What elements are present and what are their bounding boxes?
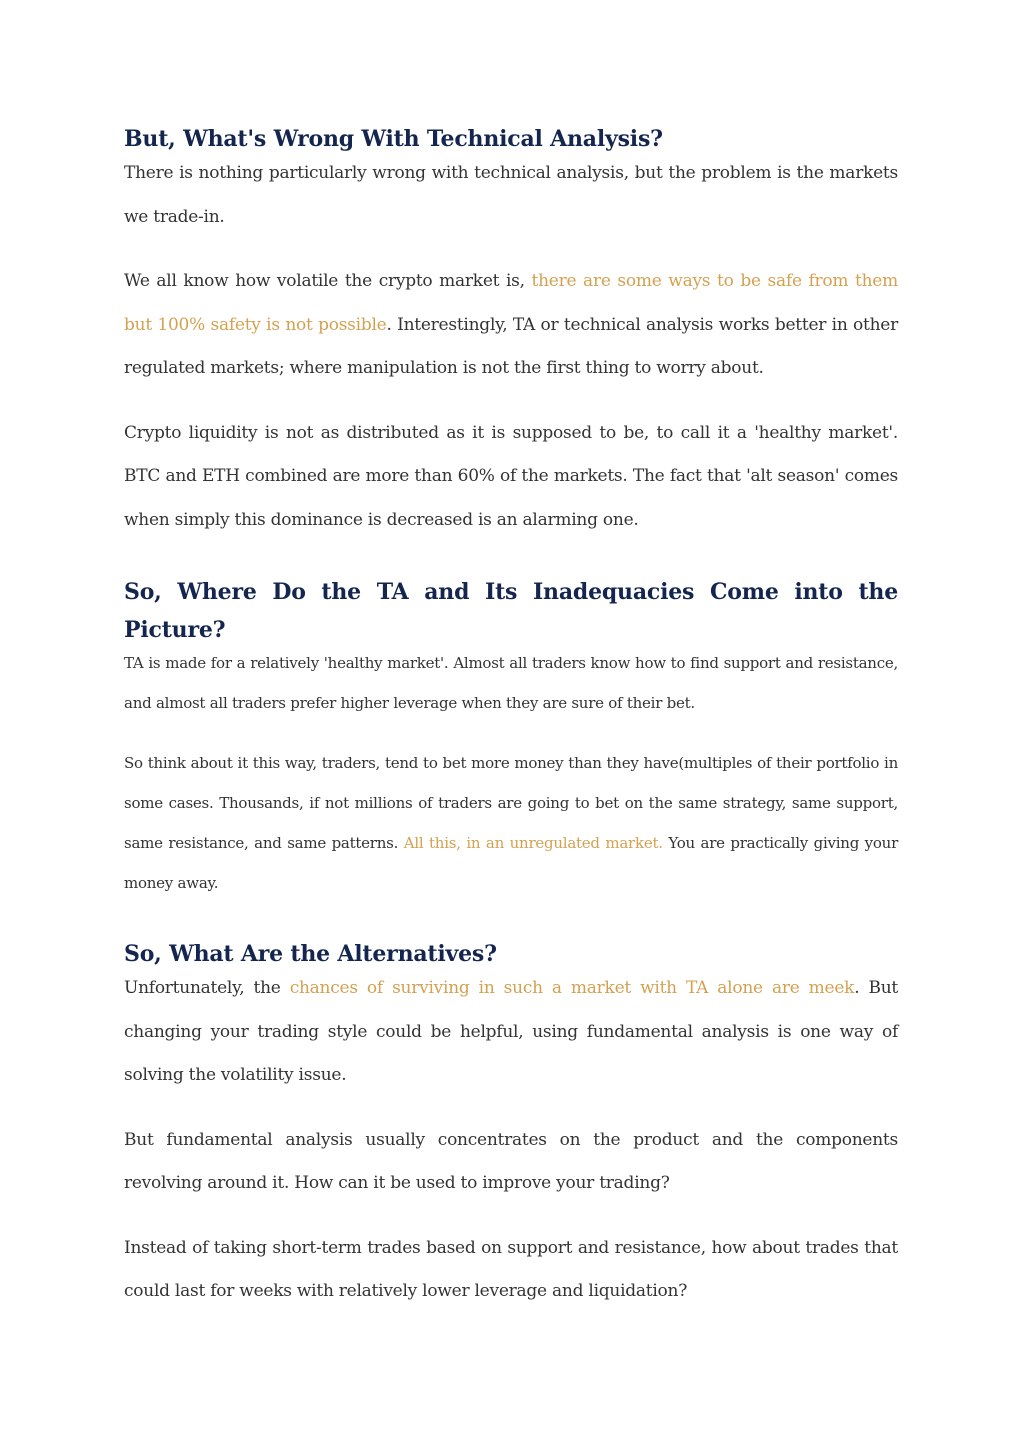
section-heading: But, What's Wrong With Technical Analysis? [124, 126, 663, 152]
paragraph [124, 967, 898, 1098]
section-ta-inadequacies [124, 573, 898, 903]
paragraph: Instead of taking short-term trades based on support and resistance, how about trades that could last for weeks with relatively lower leverage and liquidation? [124, 1237, 898, 1301]
paragraph: TA is made for a relatively 'healthy market'. Almost all traders know how to find support and resistance, and almost all traders prefer higher leverage when they are sure of their bet. [124, 654, 898, 712]
paragraph-text: We all know how volatile the crypto market is, [124, 271, 532, 291]
highlighted-text: there are some ways to be safe from them but 100% safety is not possible [124, 271, 898, 335]
section-heading: So, Where Do the TA and Its Inadequacies Come into the Picture? [124, 579, 898, 643]
paragraph-text: Unfortunately, the [124, 978, 290, 998]
paragraph-text: So think about it this way, traders, tend to bet more money than they have(multiples of their portfolio in some cases. Thousands, if not millions of traders are going to bet on the same strategy, same support, same resistance, and same patterns. [124, 754, 898, 852]
paragraph: There is nothing particularly wrong with technical analysis, but the problem is the markets we trade-in. [124, 163, 898, 227]
highlighted-text: All this, in an unregulated market. [403, 834, 663, 852]
paragraph: Crypto liquidity is not as distributed as it is supposed to be, to call it a 'healthy market'. BTC and ETH combined are more than 60% of the markets. The fact that 'alt season' comes when simply this dominance is decreased is an alarming one. [124, 422, 898, 530]
highlighted-text: chances of surviving in such a market with TA alone are meek [289, 978, 855, 998]
document-page [124, 118, 898, 1314]
paragraph-text: . But changing your trading style could be helpful, using fundamental analysis is one way of solving the volatility issue. [124, 978, 898, 1085]
section-technical-analysis [124, 120, 898, 542]
paragraph [124, 743, 898, 903]
paragraph-text: You are practically giving your money away. [124, 834, 898, 892]
section-alternatives [124, 935, 898, 1314]
section-heading: So, What Are the Alternatives? [124, 941, 497, 967]
paragraph [124, 260, 898, 391]
paragraph: But fundamental analysis usually concentrates on the product and the components revolving around it. How can it be used to improve your trading? [124, 1129, 898, 1193]
paragraph-text: . Interestingly, TA or technical analysis works better in other regulated markets; where manipulation is not the first thing to worry about. [124, 314, 898, 378]
